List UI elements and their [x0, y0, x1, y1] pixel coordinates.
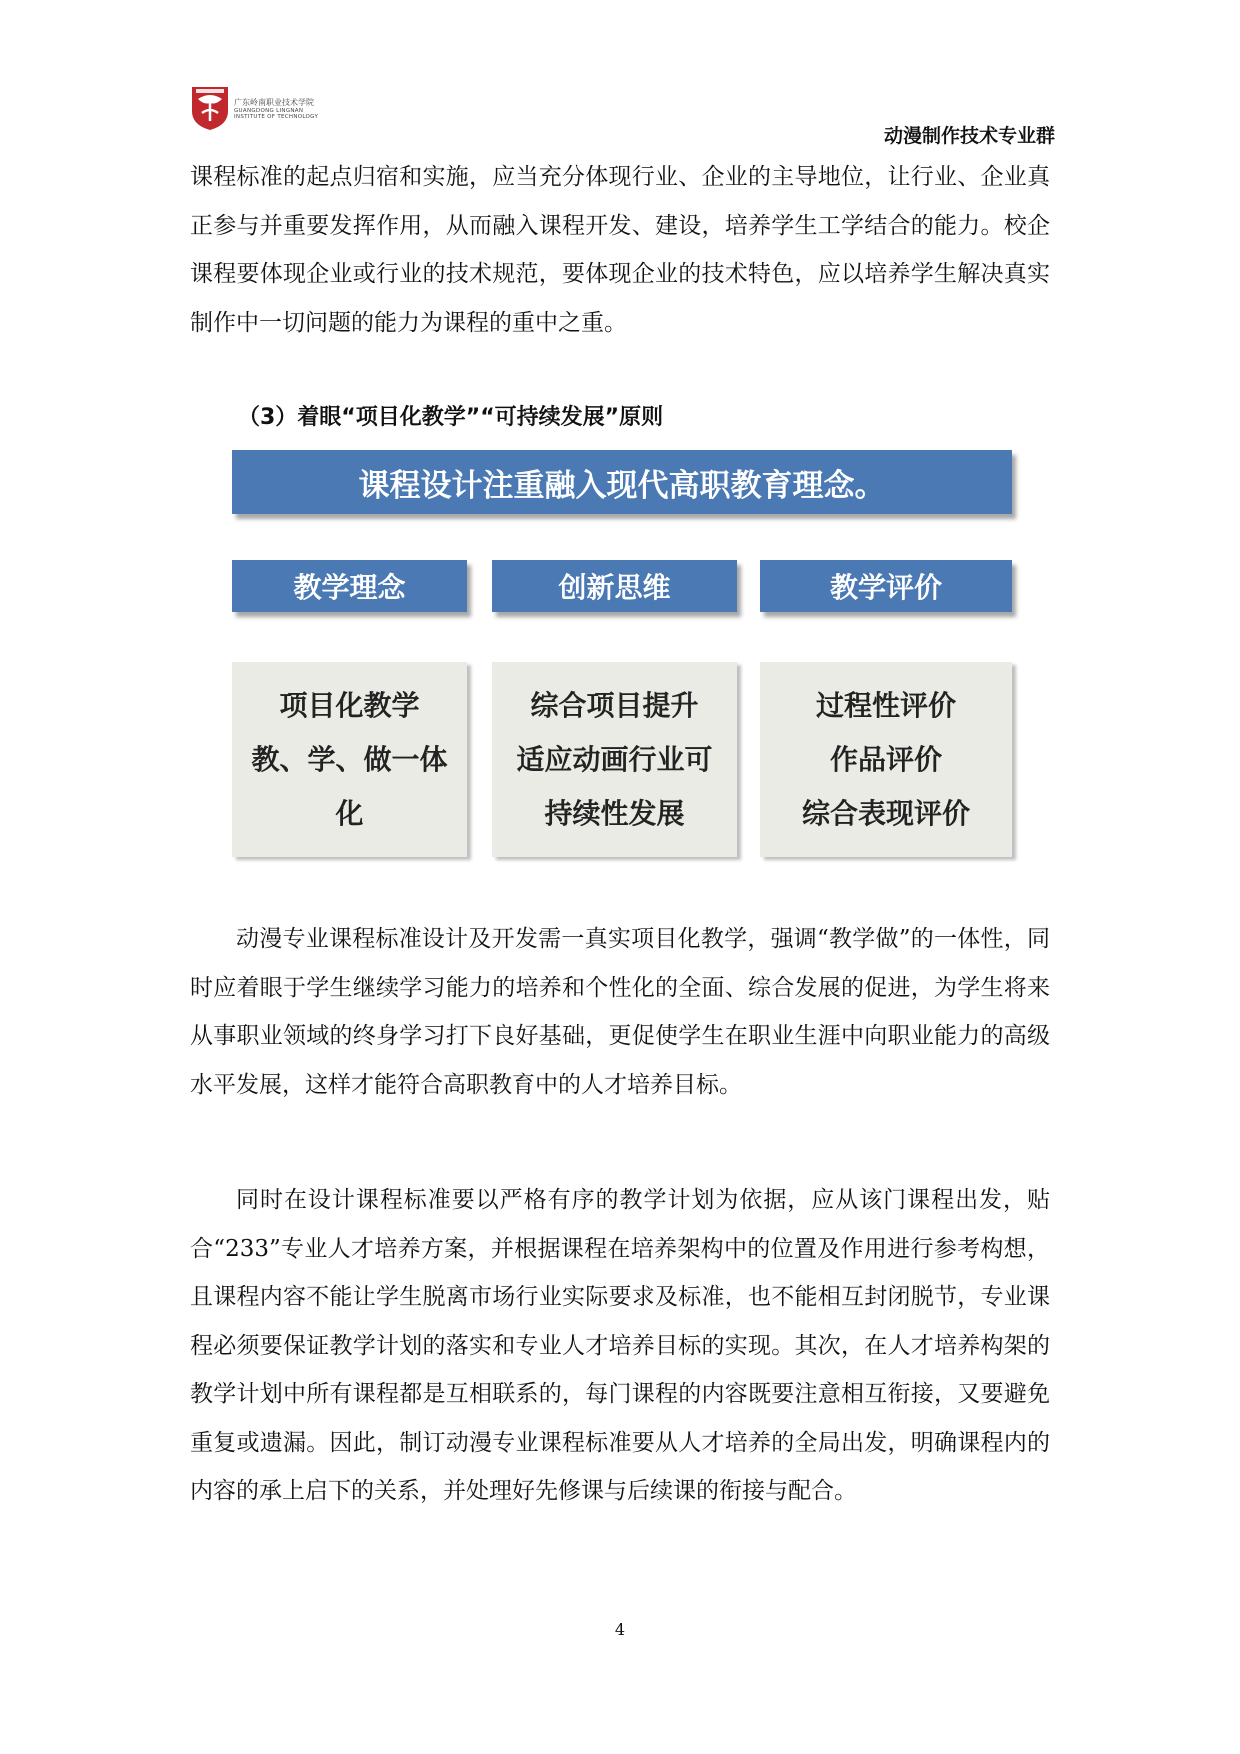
- logo-name-cn: 广东岭南职业技术学院: [234, 98, 314, 107]
- logo-name-en-line1: GUANGDONG LINGNAN: [234, 107, 304, 114]
- logo-name-en-line2: INSTITUTE OF TECHNOLOGY: [234, 113, 319, 120]
- paragraph-3: 同时在设计课程标准要以严格有序的教学计划为依据，应从该门课程出发，贴合“233”专业人才培养方案，并根据课程在培养架构中的位置及作用进行参考构想，且课程内容不能让学生脱离市场行业实际要求及标准，也不能相互封闭脱节，专业课程必须要保证教学计划的落实和专业人才培养目标的实现。其次，在人才培养构架的教学计划中所有课程都是互相联系的，每门课程的内容既要注意相互衔接，又要避免重复或遗漏。因此，制订动漫专业课程标准要从人才培养的全局出发，明确课程内的内容的承上启下的关系，并处理好先修课与后续课的衔接与配合。: [190, 1187, 1050, 1504]
- column-line: 化: [335, 796, 364, 830]
- column-head-teaching-evaluation: 教学评价: [760, 560, 1012, 612]
- page-number: 4: [614, 1620, 626, 1639]
- running-head: 动漫制作技术专业群: [883, 125, 1055, 147]
- column-line: 过程性评价: [815, 688, 956, 722]
- column-body-teaching-concept: [232, 662, 467, 857]
- column-head-innovative-thinking: 创新思维: [492, 560, 737, 612]
- column-head-teaching-concept: 教学理念: [232, 560, 467, 612]
- logo-text: [234, 99, 318, 120]
- column-line: 综合表现评价: [801, 796, 970, 830]
- column-line: 项目化教学: [279, 688, 420, 722]
- column-line: 教、学、做一体: [251, 742, 448, 776]
- college-emblem-icon: [190, 85, 230, 131]
- column-line: 综合项目提升: [530, 688, 699, 722]
- column-body-innovative-thinking: [492, 662, 737, 857]
- diagram-banner: 课程设计注重融入现代高职教育理念。: [232, 450, 1012, 514]
- column-line: 持续性发展: [544, 796, 685, 830]
- paragraph-1: 课程标准的起点归宿和实施，应当充分体现行业、企业的主导地位，让行业、企业真正参与并重要发挥作用，从而融入课程开发、建设，培养学生工学结合的能力。校企课程要体现企业或行业的技术规范，要体现企业的技术特色，应以培养学生解决真实制作中一切问题的能力为课程的重中之重。: [190, 164, 1050, 336]
- column-line: 适应动画行业可: [516, 742, 713, 776]
- principle-diagram: [232, 450, 1022, 865]
- column-body-teaching-evaluation: [760, 662, 1012, 857]
- section-subheading: （3）着眼“项目化教学”“可持续发展”原则: [238, 405, 664, 430]
- college-logo: [190, 85, 330, 140]
- paragraph-2: 动漫专业课程标准设计及开发需一真实项目化教学，强调“教学做”的一体性，同时应着眼于学生继续学习能力的培养和个性化的全面、综合发展的促进，为学生将来从事职业领域的终身学习打下良好基础，更促使学生在职业生涯中向职业能力的高级水平发展，这样才能符合高职教育中的人才培养目标。: [190, 926, 1050, 1098]
- column-line: 作品评价: [829, 742, 942, 776]
